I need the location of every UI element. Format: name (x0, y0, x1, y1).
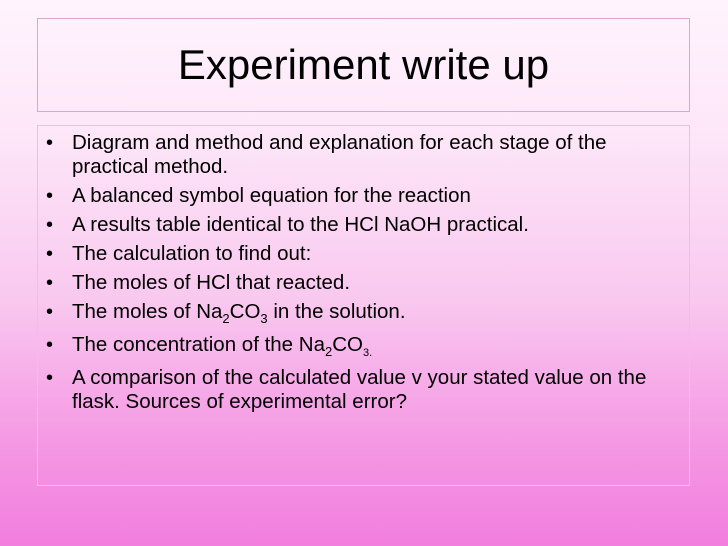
bullet-text (72, 333, 373, 359)
bullet-text: The moles of HCl that reacted. (72, 271, 351, 294)
bullet-text: A results table identical to the HCl NaOH practical. (72, 213, 529, 236)
bullet-marker: • (46, 243, 54, 265)
content-placeholder (37, 125, 690, 486)
bullet-text: The calculation to find out: (72, 242, 312, 265)
subscript: 2 (222, 311, 230, 326)
bullet-item (38, 184, 689, 208)
bullet-text: Diagram and method and explanation for each stage of the practical method. (72, 131, 607, 178)
subscript: 2 (325, 344, 333, 359)
bullet-text: A balanced symbol equation for the reaction (72, 184, 471, 207)
bullet-item (38, 242, 689, 266)
bullet-item (38, 366, 689, 414)
slide-title: Experiment write up (177, 41, 550, 88)
bullet-text-part: in the solution. (267, 300, 406, 323)
bullet-marker: • (46, 132, 54, 154)
bullet-text-part: CO (229, 300, 261, 323)
bullet-text-part: The moles of Na (72, 300, 223, 323)
bullet-item (38, 131, 689, 179)
bullet-marker: • (46, 367, 54, 389)
bullet-marker: • (46, 185, 54, 207)
title-placeholder (37, 18, 690, 112)
bullet-text-part: CO (332, 333, 363, 356)
bullet-item (38, 300, 689, 324)
bullet-marker: • (46, 301, 54, 323)
bullet-item (38, 333, 689, 357)
bullet-item (38, 271, 689, 295)
subscript: 3 (260, 311, 268, 326)
bullet-marker: • (46, 272, 54, 294)
bullet-text (72, 300, 406, 326)
bullet-marker: • (46, 214, 54, 236)
bullet-list (38, 131, 689, 419)
subscript: 3. (362, 347, 373, 359)
bullet-item (38, 213, 689, 237)
bullet-marker: • (46, 334, 54, 356)
bullet-text-part: The concentration of the Na (72, 333, 325, 356)
bullet-text: A comparison of the calculated value v your stated value on the flask. Sources of experimental error? (72, 366, 647, 413)
